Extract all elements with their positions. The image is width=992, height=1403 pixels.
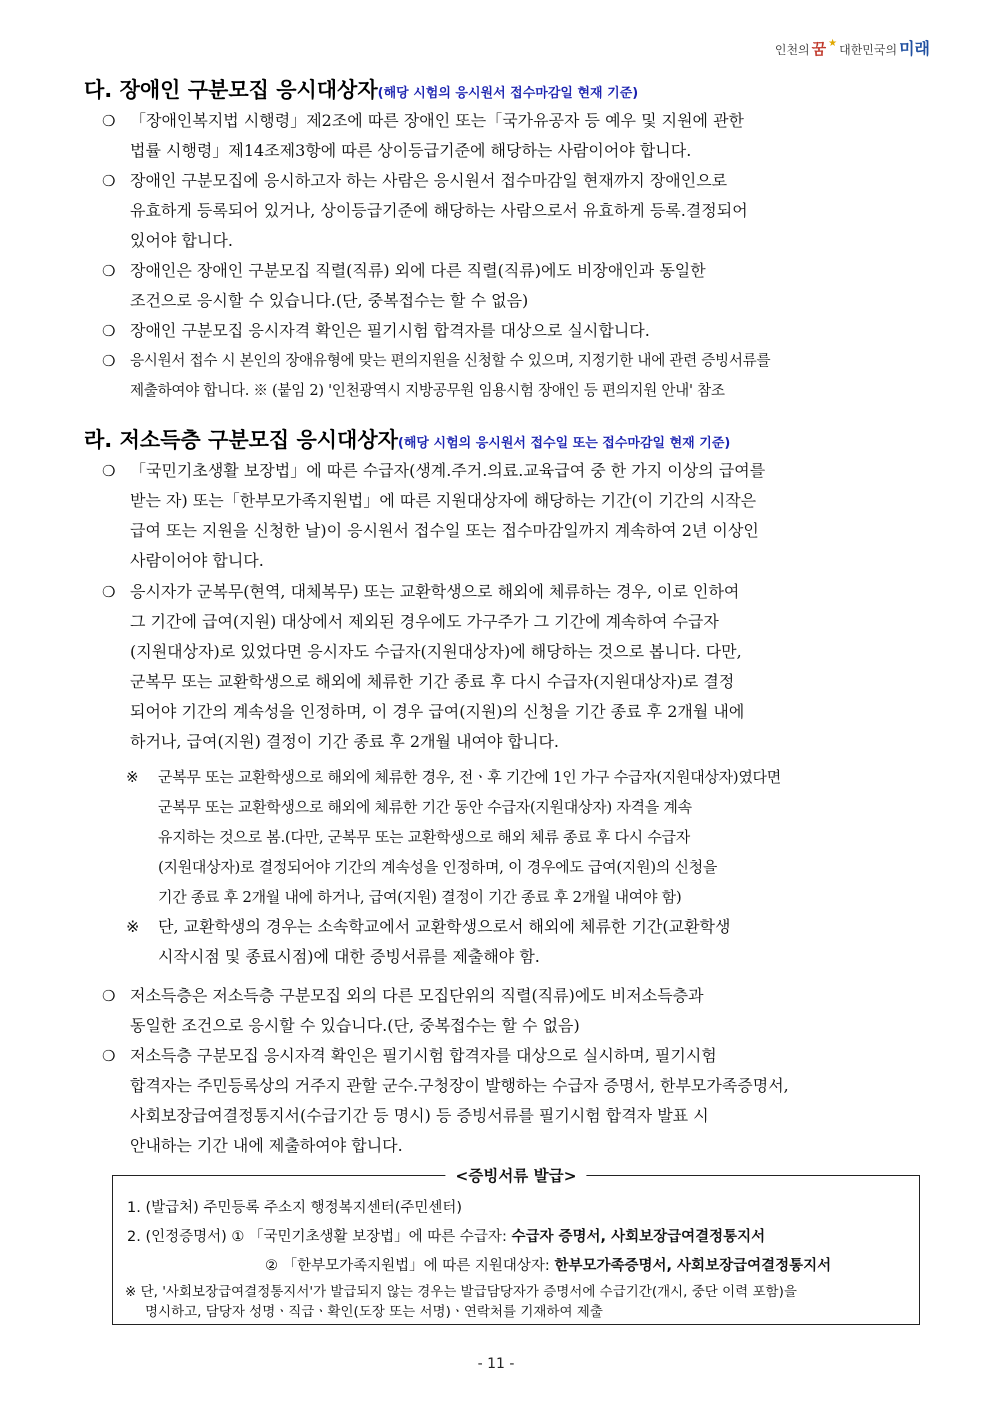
section-da-title: 다. 장애인 구분모집 응시대상자 (84, 78, 378, 102)
ra-item-1 (100, 456, 922, 576)
ra-item-3 (100, 981, 922, 1041)
da-item-3-line: 조건으로 응시할 수 있습니다.(단, 중복접수는 할 수 없음) (130, 291, 529, 310)
ra-item-3-line: 동일한 조건으로 응시할 수 있습니다.(단, 중복접수는 할 수 없음) (130, 1016, 580, 1035)
note-mark: ※ (126, 917, 140, 936)
ra-item-2-line: 되어야 기간의 계속성을 인정하며, 이 경우 급여(지원)의 신청을 기간 종료 후 2개월 내에 (130, 702, 745, 721)
ra-note-1-line: 군복무 또는 교환학생으로 해외에 체류한 경우, 전ㆍ후 기간에 1인 가구 수급자(지원대상자)였다면 (158, 768, 781, 786)
box-line-2-prefix: 2. (인정증명서) ① 「국민기초생활 보장법」에 따른 수급자: (127, 1229, 507, 1245)
box-line-3-prefix: ② 「한부모가족지원법」에 따른 지원대상자: (265, 1258, 550, 1274)
ra-note-1-line: 군복무 또는 교환학생으로 해외에 체류한 기간 동안 수급자(지원대상자) 자격을 계속 (158, 798, 692, 816)
ra-item-4-line: 안내하는 기간 내에 제출하여야 합니다. (130, 1136, 403, 1155)
da-item-2-line: 있어야 합니다. (130, 231, 233, 250)
bullet-icon: ❍ (102, 172, 116, 190)
ra-item-4-line: 합격자는 주민등록상의 거주지 관할 군수.구청장이 발행하는 수급자 증명서, 한부모가족증명서, (130, 1076, 789, 1095)
box-line-3 (265, 1254, 831, 1275)
ra-note-2 (124, 912, 922, 972)
box-line-2-bold: 수급자 증명서, 사회보장급여결정통지서 (511, 1229, 766, 1245)
ra-item-2-line: 하거나, 급여(지원) 결정이 기간 종료 후 2개월 내여야 합니다. (130, 732, 560, 751)
bullet-icon: ❍ (102, 987, 116, 1005)
da-item-4-line: 장애인 구분모집 응시자격 확인은 필기시험 합격자를 대상으로 실시합니다. (130, 321, 650, 340)
da-item-3-line: 장애인은 장애인 구분모집 직렬(직류) 외에 다른 직렬(직류)에도 비장애인과 동일한 (130, 261, 706, 280)
bullet-icon: ❍ (102, 262, 116, 280)
section-ra-title: 라. 저소득층 구분모집 응시대상자 (84, 428, 398, 452)
ra-item-2-line: (지원대상자)로 있었다면 응시자도 수급자(지원대상자)에 해당하는 것으로 봅니다. 다만, (130, 642, 742, 661)
box-line-1: 1. (발급처) 주민등록 주소지 행정복지센터(주민센터) (127, 1200, 463, 1216)
ra-item-2 (100, 577, 922, 757)
box-note-line: 명시하고, 담당자 성명ㆍ직급ㆍ확인(도장 또는 서명)ㆍ연락처를 기재하여 제출 (145, 1304, 603, 1320)
logo-mirae: 미래 (899, 39, 930, 58)
da-item-1 (100, 106, 922, 166)
ra-item-2-line: 군복무 또는 교환학생으로 해외에 체류한 기간 종료 후 다시 수급자(지원대상자)로 결정 (130, 672, 735, 691)
ra-item-4-line: 사회보장급여결정통지서(수급기간 등 명시) 등 증빙서류를 필기시험 합격자 발표 시 (130, 1106, 709, 1125)
da-item-2 (100, 166, 922, 256)
section-ra-subtitle: (해당 시험의 응시원서 접수일 또는 접수마감일 현재 기준) (397, 436, 731, 451)
bullet-icon: ❍ (102, 1047, 116, 1065)
ra-note-2-line: 단, 교환학생의 경우는 소속학교에서 교환학생으로서 해외에 체류한 기간(교환학생 (158, 917, 731, 936)
bullet-icon: ❍ (102, 112, 116, 130)
ra-item-2-line: 그 기간에 급여(지원) 대상에서 제외된 경우에도 가구주가 그 기간에 계속하여 수급자 (130, 612, 719, 631)
ra-item-1-line: 「국민기초생활 보장법」에 따른 수급자(생계.주거.의료.교육급여 중 한 가지 이상의 급여를 (130, 461, 766, 480)
logo-kkum: 꿈 (811, 40, 827, 58)
incheon-logo (775, 36, 930, 59)
logo-middle: 대한민국의 (839, 43, 898, 57)
ra-item-1-line: 사람이어야 합니다. (130, 551, 264, 570)
ra-note-1 (124, 762, 922, 912)
star-icon: ★ (828, 38, 838, 49)
da-item-2-line: 유효하게 등록되어 있거나, 상이등급기준에 해당하는 사람으로서 유효하게 등록.결정되어 (130, 201, 748, 220)
da-item-4 (100, 316, 922, 346)
ra-note-1-line: 유지하는 것으로 봄.(다만, 군복무 또는 교환학생으로 해외 체류 종료 후 다시 수급자 (158, 828, 690, 846)
box-note (125, 1282, 905, 1322)
box-title: <증빙서류 발급> (445, 1164, 586, 1186)
ra-note-2-line: 시작시점 및 종료시점)에 대한 증빙서류를 제출해야 함. (158, 947, 540, 966)
da-item-5 (100, 346, 922, 406)
box-note-line: ※ 단, '사회보장급여결정통지서'가 발급되지 않는 경우는 발급담당자가 증명서에 수급기간(개시, 중단 이력 포함)을 (125, 1284, 797, 1300)
box-line-2 (127, 1225, 765, 1246)
ra-item-4-line: 저소득층 구분모집 응시자격 확인은 필기시험 합격자를 대상으로 실시하며, 필기시험 (130, 1046, 717, 1065)
box-line-3-bold: 한부모가족증명서, 사회보장급여결정통지서 (554, 1258, 832, 1274)
section-da-subtitle: (해당 시험의 응시원서 접수마감일 현재 기준) (377, 86, 639, 101)
bullet-icon: ❍ (102, 583, 116, 601)
page-number: - 11 - (477, 1356, 515, 1372)
ra-item-1-line: 급여 또는 지원을 신청한 날)이 응시원서 접수일 또는 접수마감일까지 계속하여 2년 이상인 (130, 521, 759, 540)
da-item-1-line: 법률 시행령」제14조제3항에 따른 상이등급기준에 해당하는 사람이어야 합니다. (130, 141, 692, 160)
evidence-docs-box (112, 1167, 920, 1325)
bullet-icon: ❍ (102, 352, 116, 370)
da-item-3 (100, 256, 922, 316)
logo-prefix: 인천의 (774, 43, 810, 57)
da-item-5-line: 응시원서 접수 시 본인의 장애유형에 맞는 편의지원을 신청할 수 있으며, 지정기한 내에 관련 증빙서류를 (130, 352, 771, 369)
section-da-heading (84, 74, 638, 104)
bullet-icon: ❍ (102, 322, 116, 340)
ra-note-1-line: 기간 종료 후 2개월 내에 하거나, 급여(지원) 결정이 기간 종료 후 2개월 내여야 함) (158, 888, 682, 906)
da-item-2-line: 장애인 구분모집에 응시하고자 하는 사람은 응시원서 접수마감일 현재까지 장애인으로 (130, 171, 728, 190)
bullet-icon: ❍ (102, 462, 116, 480)
da-item-5-line: 제출하여야 합니다. ※ (붙임 2) '인천광역시 지방공무원 임용시험 장애인 등 편의지원 안내' 참조 (130, 382, 725, 399)
da-item-1-line: 「장애인복지법 시행령」제2조에 따른 장애인 또는「국가유공자 등 예우 및 지원에 관한 (130, 111, 745, 130)
ra-note-1-line: (지원대상자)로 결정되어야 기간의 계속성을 인정하며, 이 경우에도 급여(지원)의 신청을 (158, 858, 718, 876)
ra-item-4 (100, 1041, 922, 1161)
ra-item-2-line: 응시자가 군복무(현역, 대체복무) 또는 교환학생으로 해외에 체류하는 경우, 이로 인하여 (130, 582, 740, 601)
ra-item-3-line: 저소득층은 저소득층 구분모집 외의 다른 모집단위의 직렬(직류)에도 비저소득층과 (130, 986, 704, 1005)
section-ra-heading (84, 424, 730, 454)
note-mark: ※ (126, 768, 139, 786)
ra-item-1-line: 받는 자) 또는「한부모가족지원법」에 따른 지원대상자에 해당하는 기간(이 기간의 시작은 (130, 491, 757, 510)
